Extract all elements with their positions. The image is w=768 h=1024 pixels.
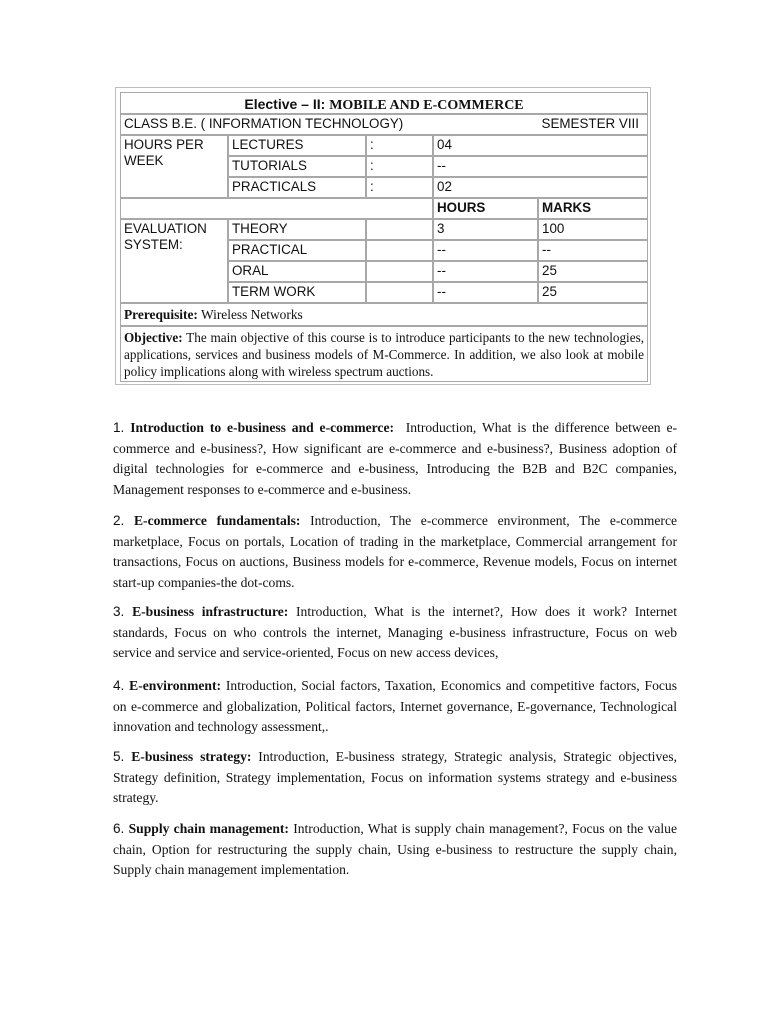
objective-label: Objective: — [124, 330, 183, 345]
item-number: 5. — [113, 749, 125, 764]
oral-marks: 25 — [538, 261, 648, 282]
theory-marks: 100 — [538, 219, 648, 240]
item-number: 3. — [113, 604, 125, 619]
hours-header: HOURS — [433, 198, 538, 219]
course-title-main: MOBILE AND E-COMMERCE — [329, 98, 524, 113]
hours-per-week-label: HOURS PER WEEK — [120, 135, 228, 198]
course-title-prefix: Elective – II: — [244, 96, 326, 112]
syllabus-item-4 — [113, 676, 677, 738]
lectures-value: 04 — [433, 135, 648, 156]
course-title — [120, 92, 648, 114]
item-text: Introduction, Social factors, Taxation, Economics and competitive factors, Focus on e-commerce and globalization, Political factors, Internet governance, E-governance, Technological innovation and technology assessment,. — [113, 678, 677, 734]
syllabus-item-2 — [113, 511, 677, 593]
oral-hours: -- — [433, 261, 538, 282]
syllabus-item-5 — [113, 747, 677, 809]
practical-label: PRACTICAL — [228, 240, 366, 261]
item-number: 6. — [113, 821, 125, 836]
oral-label: ORAL — [228, 261, 366, 282]
item-text: Introduction, The e-commerce environment, The e-commerce marketplace, Focus on portals, Location of trading in the marketplace, Commercial arrangement for transactions, Focus on auctions, Business models for e-commerce, Revenue models, Focus on internet start-up companies-the dot-coms. — [113, 513, 678, 590]
syllabus-item-3 — [113, 602, 677, 664]
lectures-colon: : — [366, 135, 433, 156]
item-title: E-business infrastructure: — [132, 604, 289, 619]
item-text: Introduction, What is the internet?, How does it work? Internet standards, Focus on who controls the internet, Managing e-business infrastructure, Focus on web service and service and service-oriented, Focus on new access devices, — [113, 604, 677, 660]
item-title: Introduction to e-business and e-commerce: — [130, 420, 395, 435]
theory-label: THEORY — [228, 219, 366, 240]
theory-hours: 3 — [433, 219, 538, 240]
term-work-hours: -- — [433, 282, 538, 303]
theory-blank — [366, 219, 433, 240]
item-text: Introduction, What is supply chain management?, Focus on the value chain, Option for restructuring the supply chain, Using e-business to restructure the supply chain, Supply chain management implementation. — [113, 821, 678, 877]
prerequisite-value: Wireless Networks — [201, 307, 303, 322]
objective-text: The main objective of this course is to introduce participants to the new technologies, applications, services and business models of M-Commerce. In addition, we also look at mobile policy implications along with wireless spectrum auctions. — [124, 330, 644, 379]
practical-marks: -- — [538, 240, 648, 261]
item-number: 4. — [113, 678, 125, 693]
syllabus-item-6 — [113, 819, 677, 881]
syllabus-item-1 — [113, 418, 677, 500]
tutorials-colon: : — [366, 156, 433, 177]
item-number: 2. — [113, 513, 125, 528]
marks-header: MARKS — [538, 198, 648, 219]
item-title: Supply chain management: — [128, 821, 289, 836]
semester-label: SEMESTER VIII — [541, 116, 639, 131]
item-title: E-commerce fundamentals: — [133, 513, 301, 528]
practical-hours: -- — [433, 240, 538, 261]
class-label: CLASS B.E. ( INFORMATION TECHNOLOGY) — [124, 116, 404, 131]
practicals-colon: : — [366, 177, 433, 198]
item-text: Introduction, What is the difference between e-commerce and e-business?, How significant are e-commerce and e-business?, Business adoption of digital technologies for e-commerce and e-business, Introducing the B2B and B2C companies, Management responses to e-commerce and e-business. — [113, 420, 678, 497]
tutorials-value: -- — [433, 156, 648, 177]
item-title: E-business strategy: — [131, 749, 252, 764]
practicals-value: 02 — [433, 177, 648, 198]
objective-row — [120, 326, 648, 382]
item-text: Introduction, E-business strategy, Strategic analysis, Strategic objectives, Strategy definition, Strategy implementation, Focus on information systems strategy and e-business strategy. — [113, 749, 677, 805]
class-row — [120, 114, 648, 135]
term-work-blank — [366, 282, 433, 303]
tutorials-label: TUTORIALS — [228, 156, 366, 177]
lectures-label: LECTURES — [228, 135, 366, 156]
prerequisite-label: Prerequisite: — [124, 307, 198, 322]
practicals-label: PRACTICALS — [228, 177, 366, 198]
practical-blank — [366, 240, 433, 261]
item-title: E-environment: — [129, 678, 222, 693]
prerequisite-row — [120, 303, 648, 326]
item-number: 1. — [113, 420, 125, 435]
term-work-marks: 25 — [538, 282, 648, 303]
blank-header-cell — [120, 198, 433, 219]
term-work-label: TERM WORK — [228, 282, 366, 303]
evaluation-system-label: EVALUATION SYSTEM: — [120, 219, 228, 303]
oral-blank — [366, 261, 433, 282]
